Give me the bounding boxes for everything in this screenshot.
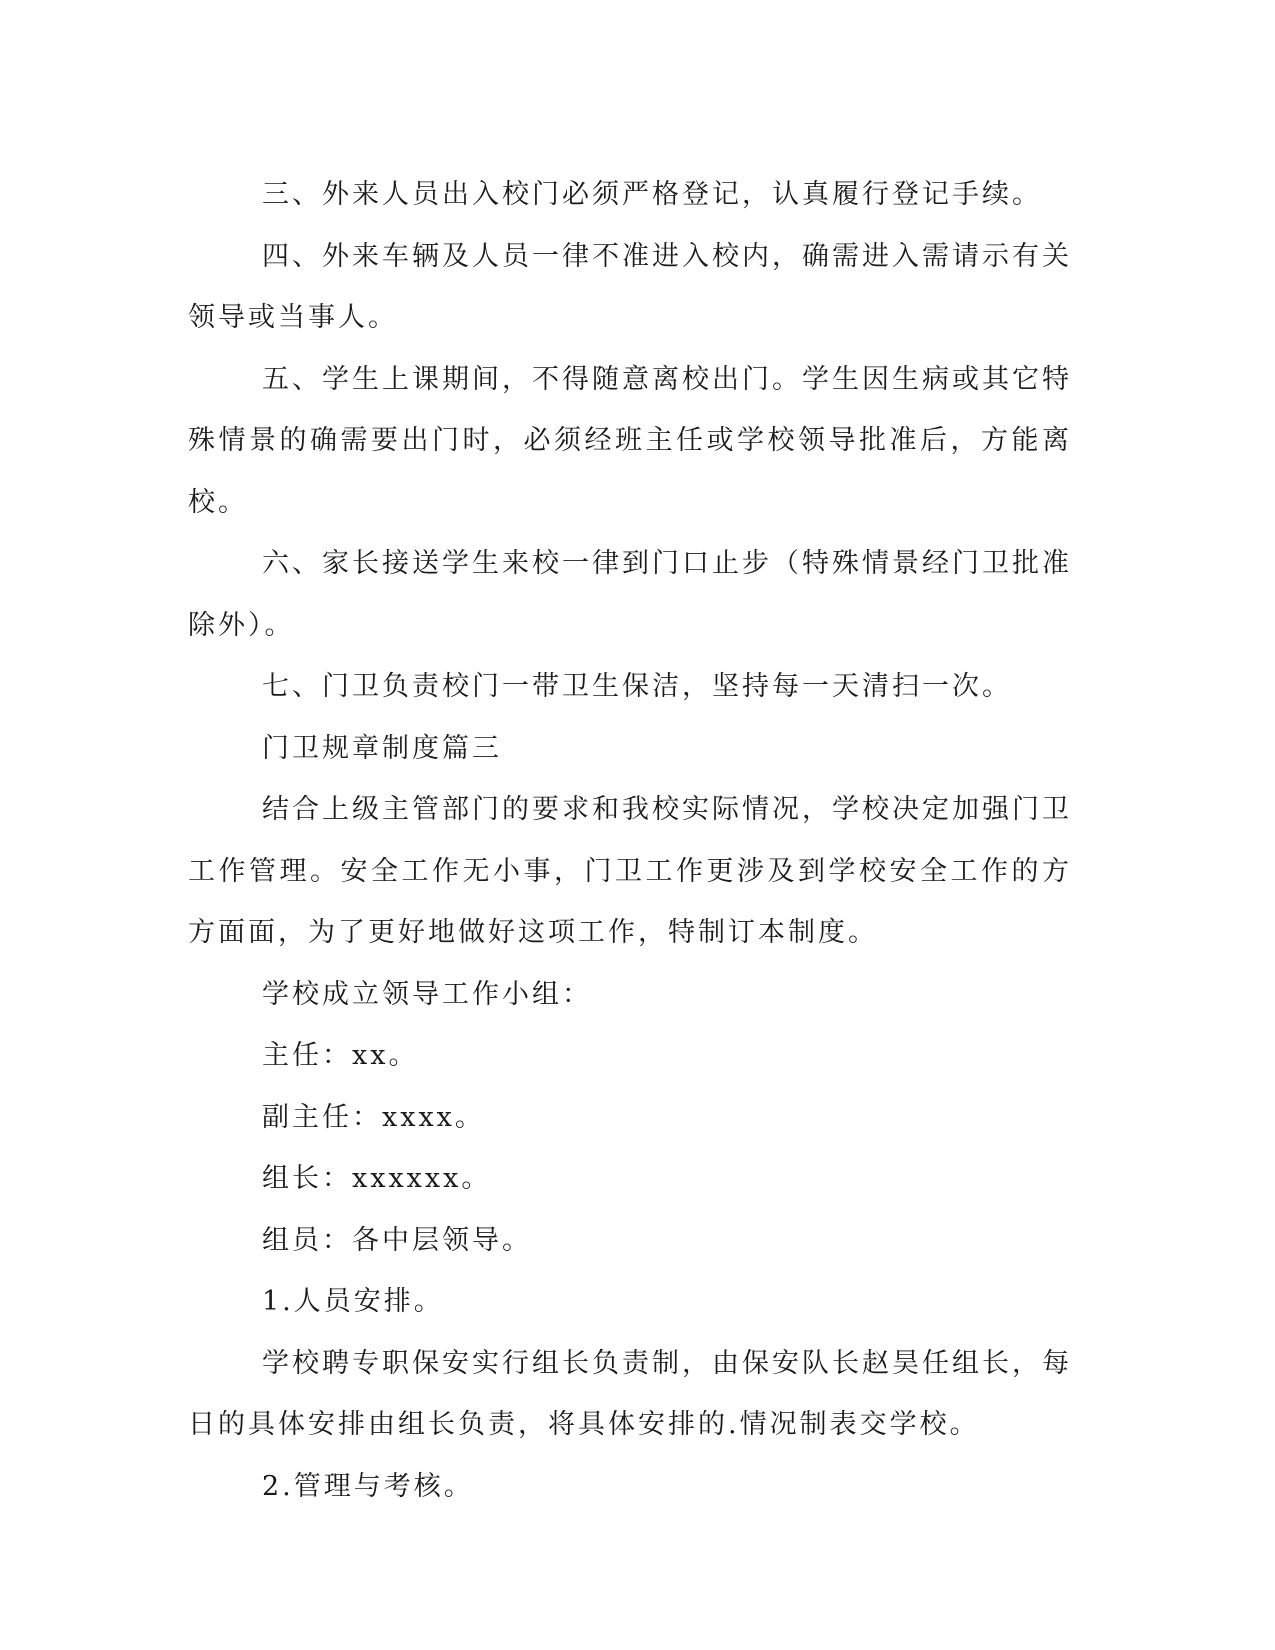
group-leader-line: 组长：xxxxxx。 bbox=[262, 1163, 492, 1194]
rule-5-paragraph: 五、学生上课期间，不得随意离校出门。学生因生病或其它特殊情景的确需要出门时，必须经班主任或学校领导批准后，方能离校。 bbox=[188, 363, 1072, 518]
deputy-director-line: 副主任：xxxx。 bbox=[262, 1101, 485, 1133]
management-heading: 2.管理与考核。 bbox=[262, 1470, 474, 1502]
rule-6-paragraph: 六、家长接送学生来校一律到门口止步（特殊情景经门卫批准除外）。 bbox=[188, 548, 1072, 641]
rule-3-paragraph: 三、外来人员出入校门必须严格登记，认真履行登记手续。 bbox=[262, 179, 1042, 210]
document-body bbox=[188, 164, 1072, 1517]
staffing-paragraph: 学校聘专职保安实行组长负责制，由保安队长赵昊任组长，每日的具体安排由组长负责，将具体安排的.情况制表交学校。 bbox=[188, 1347, 1072, 1440]
leadership-group-heading: 学校成立领导工作小组： bbox=[262, 978, 592, 1010]
group-members-line: 组员：各中层领导。 bbox=[262, 1224, 532, 1256]
rule-7-paragraph: 七、门卫负责校门一带卫生保洁，坚持每一天清扫一次。 bbox=[262, 671, 1012, 702]
rule-4-paragraph: 四、外来车辆及人员一律不准进入校内，确需进入需请示有关领导或当事人。 bbox=[188, 240, 1072, 333]
section-heading: 门卫规章制度篇三 bbox=[262, 732, 502, 764]
director-line: 主任：xx。 bbox=[262, 1040, 419, 1071]
staffing-heading: 1.人员安排。 bbox=[262, 1286, 444, 1317]
intro-paragraph: 结合上级主管部门的要求和我校实际情况，学校决定加强门卫工作管理。安全工作无小事，门卫工作更涉及到学校安全工作的方方面面，为了更好地做好这项工作，特制订本制度。 bbox=[188, 794, 1072, 948]
